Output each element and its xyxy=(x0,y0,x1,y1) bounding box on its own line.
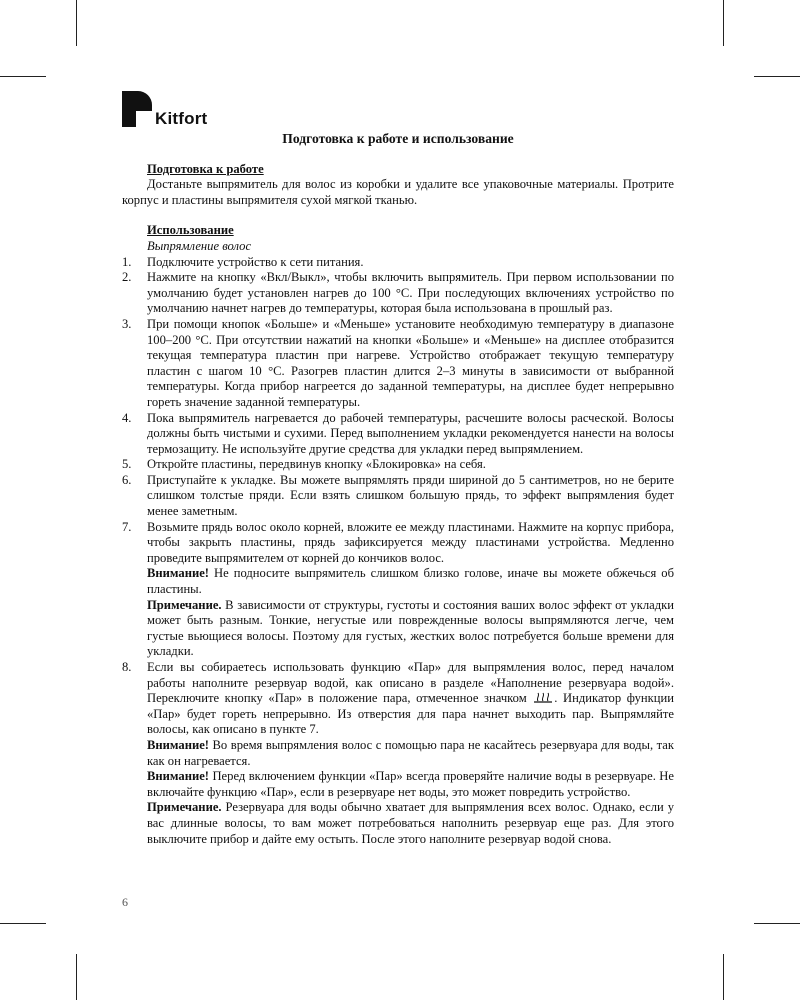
step-number: 3. xyxy=(122,316,132,331)
prep-paragraph: Достаньте выпрямитель для волос из коробки и удалите все упаковочные материалы. Протрите корпус и пластины выпрямителя сухой мягкой тканью. xyxy=(122,177,674,207)
warning-label: Внимание! xyxy=(147,769,209,784)
step-text: При помощи кнопок «Больше» и «Меньше» установите необходимую температуру в диапазоне 100–200 °C. При отсутствии нажатий на кнопки «Больше» и «Меньше» на дисплее отобразится текущая температура пластин при нагреве. Устройство отображает текущую температуру пластин с шагом 10 °C. Разогрев пластин длится 2–3 минуты в зависимости от выбранной температуры. Когда прибор нагреется до заданной температуры, на дисплее будет непрерывно гореть значение заданной температуры. xyxy=(147,316,674,409)
list-item xyxy=(122,255,674,271)
step-number: 4. xyxy=(122,410,132,425)
crop-mark xyxy=(0,76,46,77)
step-number: 8. xyxy=(122,660,132,674)
step-text: Нажмите на кнопку «Вкл/Выкл», чтобы включить выпрямитель. При первом использовании по умолчанию будет установлен нагрев до 100 °C. При последующих включениях устройство по умолчанию начнет нагрев до температуры, которая была использована в прошлый раз. xyxy=(147,270,674,316)
brand-name: Kitfort xyxy=(155,109,208,128)
step-text-continued: . Индикатор функции «Пар» будет гореть непрерывно. Из отверстия для пара начнет выходить пар. Выпрямляйте волосы, как описано в пункте 7. xyxy=(147,691,674,737)
list-item xyxy=(122,411,674,458)
section-heading-prep: Подготовка к работе xyxy=(147,161,264,176)
warning-label: Внимание! xyxy=(147,737,209,752)
warning-paragraph xyxy=(147,566,674,597)
steam-icon xyxy=(532,691,554,703)
list-item xyxy=(122,520,674,660)
document-page xyxy=(122,131,674,847)
warning-text: Не подносите выпрямитель слишком близко голове, иначе вы можете обжечься об пластины. xyxy=(147,566,674,597)
step-text: Возьмите прядь волос около корней, вложите ее между пластинами. Нажмите на корпус прибора, чтобы закрыть пластины, прядь зафиксируется между пластинами устройства. Медленно проведите выпрямителем от корней до кончиков волос. xyxy=(147,519,674,565)
list-item xyxy=(122,317,674,411)
step-text: Подключите устройство к сети питания. xyxy=(147,254,364,269)
step-text: Если вы собираетесь использовать функцию «Пар» для выпрямления волос, перед началом работы наполните резервуар водой, как описано в разделе «Наполнение резервуара водой». Переключите кнопку «Пар» в положение пара, отмеченное значком xyxy=(147,660,674,706)
note-paragraph xyxy=(147,800,674,847)
crop-mark xyxy=(754,923,800,924)
list-item xyxy=(122,473,674,520)
kitfort-logo-icon xyxy=(122,91,152,127)
warning-paragraph xyxy=(147,738,674,769)
crop-mark xyxy=(723,0,724,46)
list-item xyxy=(122,270,674,317)
step-number: 7. xyxy=(122,519,132,534)
crop-mark xyxy=(76,954,77,1000)
page-title: Подготовка к работе и использование xyxy=(282,131,514,146)
crop-mark xyxy=(0,923,46,924)
step-text: Приступайте к укладке. Вы можете выпрямлять пряди шириной до 5 сантиметров, но не берите слишком толстые пряди. Если взять слишком большую прядь, то эффект выпрямления будет менее заметным. xyxy=(147,472,674,519)
crop-mark xyxy=(76,0,77,46)
note-label: Примечание. xyxy=(147,597,222,612)
step-number: 6. xyxy=(122,472,132,487)
note-paragraph xyxy=(147,598,674,660)
section-heading-usage: Использование xyxy=(147,223,234,238)
step-number: 2. xyxy=(122,270,132,285)
list-item xyxy=(122,660,674,847)
warning-label: Внимание! xyxy=(147,566,209,581)
step-number: 1. xyxy=(122,254,132,269)
step-number: 5. xyxy=(122,457,132,472)
warning-text: Перед включением функции «Пар» всегда проверяйте наличие воды в резервуаре. Не включайте функцию «Пар», если в резервуаре нет воды, это может повредить устройство. xyxy=(147,769,674,799)
list-item xyxy=(122,457,674,473)
warning-paragraph xyxy=(147,769,674,800)
brand-logo xyxy=(122,91,207,127)
steps-list xyxy=(122,255,674,848)
step-text: Откройте пластины, передвинув кнопку «Блокировка» на себя. xyxy=(147,457,486,472)
warning-text: Во время выпрямления волос с помощью пара не касайтесь резервуара для воды, так как он нагревается. xyxy=(147,737,674,768)
note-text: Резервуара для воды обычно хватает для выпрямления всех волос. Однако, если у вас длинные волосы, то вам может потребоваться наполнить резервуар еще раз. Для этого выключите прибор и дайте ему остыть. После этого наполните резервуар водой снова. xyxy=(147,800,674,846)
subsection-heading: Выпрямление волос xyxy=(147,238,252,253)
crop-mark xyxy=(723,954,724,1000)
note-text: В зависимости от структуры, густоты и состояния ваших волос эффект от укладки может быть разным. Тонкие, негустые или поврежденные волосы выпрямляются легче, чем густые вьющиеся волосы. Поэтому для густых, жестких волос потребуется больше времени для укладки. xyxy=(147,597,674,659)
crop-mark xyxy=(754,76,800,77)
step-text: Пока выпрямитель нагревается до рабочей температуры, расчешите волосы расческой. Волосы должны быть чистыми и сухими. Перед выполнением укладки рекомендуется нанести на волосы термозащиту. Не используйте другие средства для укладки перед выпрямлением. xyxy=(147,410,674,456)
note-label: Примечание. xyxy=(147,800,222,815)
page-number: 6 xyxy=(122,895,128,909)
